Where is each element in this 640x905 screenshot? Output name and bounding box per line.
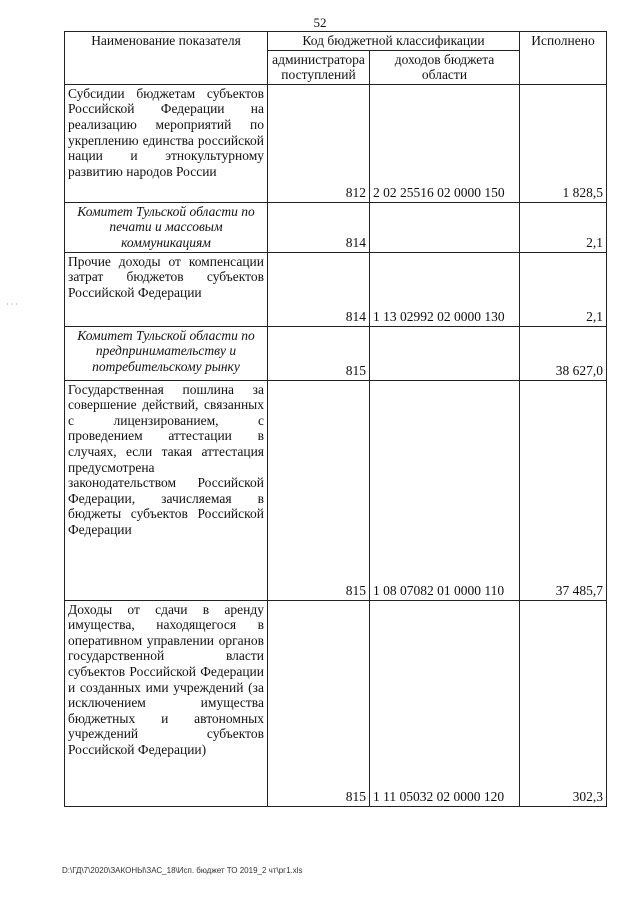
header-name-col: Наименование показателя bbox=[65, 32, 268, 85]
table-row bbox=[65, 380, 607, 600]
row-income-code: 2 02 25516 02 0000 150 bbox=[370, 84, 520, 202]
budget-execution-table bbox=[64, 31, 607, 807]
header-income-col: доходов бюджета области bbox=[370, 50, 520, 84]
row-admin-code: 815 bbox=[268, 326, 370, 380]
row-name: Доходы от сдачи в аренду имущества, находящегося в оперативном управлении органов государственной власти субъектов Российской Федерации и созданных ими учреждений (за исключением имущества бюджетных и автономных учреждений субъектов Российской Федерации) bbox=[65, 600, 268, 806]
header-code-group: Код бюджетной классификации bbox=[268, 32, 520, 51]
row-name: Прочие доходы от компенсации затрат бюджетов субъектов Российской Федерации bbox=[65, 252, 268, 326]
row-income-code bbox=[370, 202, 520, 252]
header-executed-col: Исполнено bbox=[520, 32, 607, 85]
margin-marks: · · · bbox=[6, 300, 18, 309]
table-row bbox=[65, 326, 607, 380]
row-admin-code: 814 bbox=[268, 202, 370, 252]
row-admin-code: 815 bbox=[268, 380, 370, 600]
row-executed-value: 1 828,5 bbox=[520, 84, 607, 202]
table-row bbox=[65, 600, 607, 806]
row-executed-value: 2,1 bbox=[520, 202, 607, 252]
row-income-code bbox=[370, 326, 520, 380]
row-name: Комитет Тульской области по предпринимательству и потребительскому рынку bbox=[65, 326, 268, 380]
table-row bbox=[65, 252, 607, 326]
table-row bbox=[65, 202, 607, 252]
table-row bbox=[65, 84, 607, 202]
row-name: Государственная пошлина за совершение действий, связанных с лицензированием, с проведением аттестации в случаях, если такая аттестация предусмотрена законодательством Российской Федерации, зачисляемая в бюджеты субъектов Российской Федерации bbox=[65, 380, 268, 600]
file-path-footer: D:\ГД\7\2020\ЗАКОНЫ\ЗАС_18\Исп. бюджет ТО 2019_2 чт\рг1.xls bbox=[62, 866, 303, 875]
row-admin-code: 812 bbox=[268, 84, 370, 202]
row-executed-value: 302,3 bbox=[520, 600, 607, 806]
row-income-code: 1 11 05032 02 0000 120 bbox=[370, 600, 520, 806]
row-executed-value: 2,1 bbox=[520, 252, 607, 326]
page-number: 52 bbox=[313, 15, 327, 30]
row-admin-code: 815 bbox=[268, 600, 370, 806]
row-income-code: 1 08 07082 01 0000 110 bbox=[370, 380, 520, 600]
row-name: Комитет Тульской области по печати и массовым коммуникациям bbox=[65, 202, 268, 252]
row-executed-value: 38 627,0 bbox=[520, 326, 607, 380]
header-admin-col: администратора поступлений bbox=[268, 50, 370, 84]
row-executed-value: 37 485,7 bbox=[520, 380, 607, 600]
header-row-top bbox=[65, 32, 607, 51]
row-income-code: 1 13 02992 02 0000 130 bbox=[370, 252, 520, 326]
row-name: Субсидии бюджетам субъектов Российской Федерации на реализацию мероприятий по укреплению единства российской нации и этнокультурному развитию народов России bbox=[65, 84, 268, 202]
row-admin-code: 814 bbox=[268, 252, 370, 326]
